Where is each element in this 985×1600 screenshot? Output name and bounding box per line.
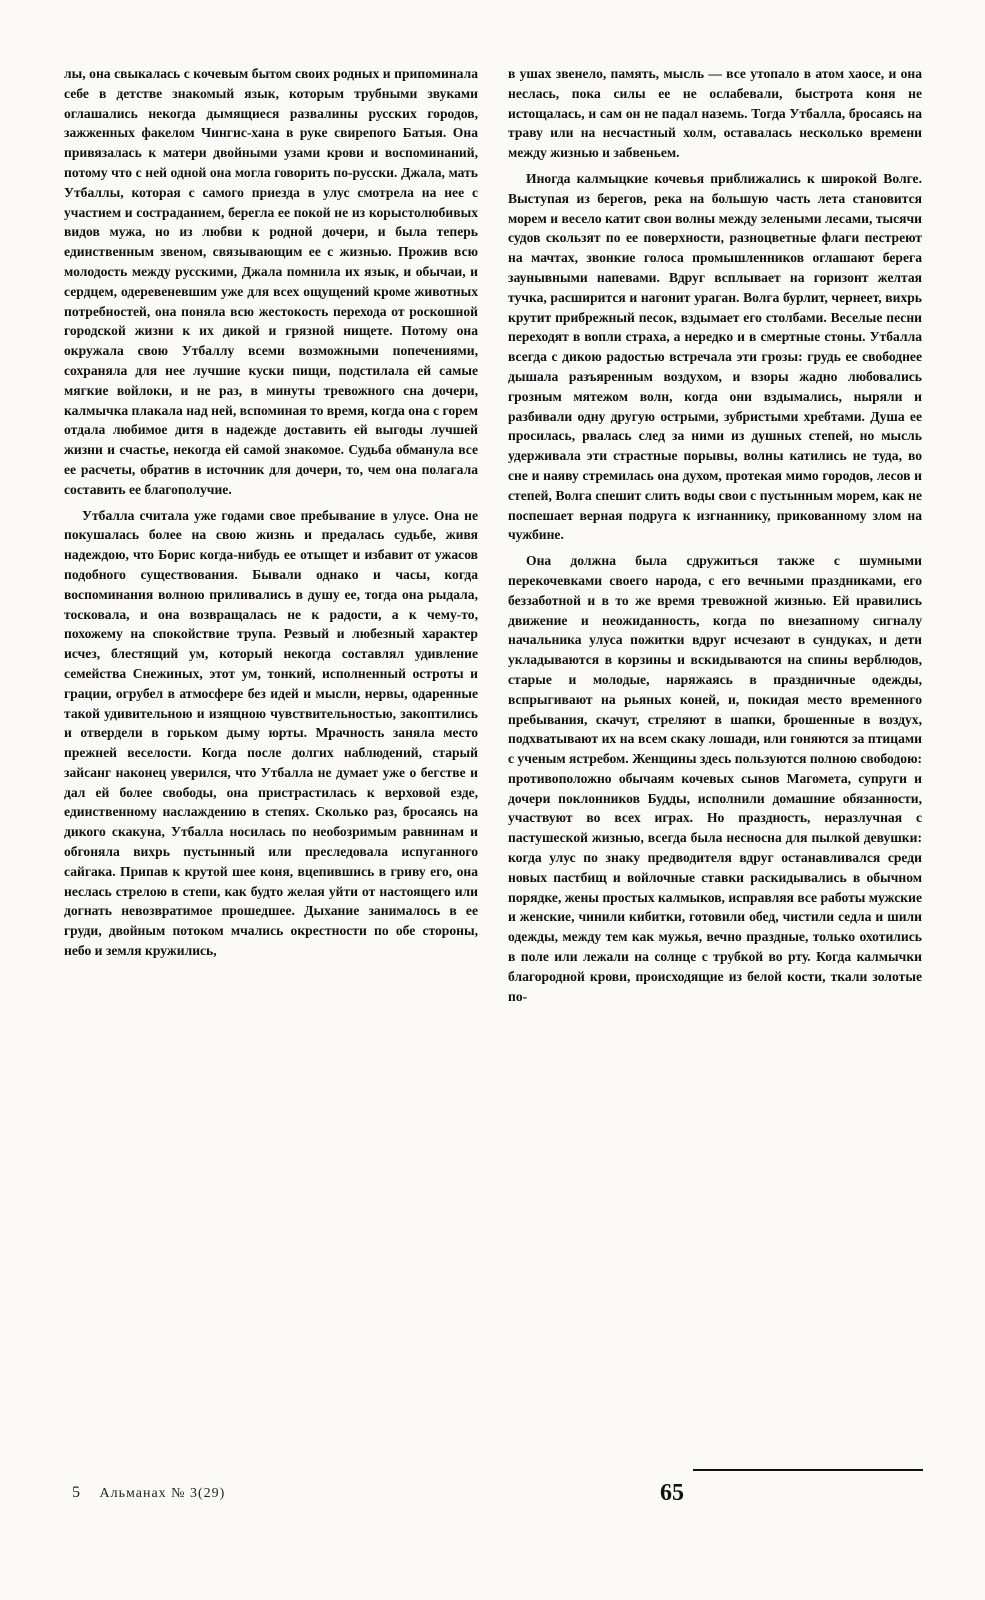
paragraph: лы, она свыкалась с кочевым бытом своих родных и припоминала себе в детстве знакомый язык, которым трубными звуками оглашались некогда дымящиеся развалины русских городов, зажженных факелом Чингис-хана в руке свирепого Батыя. Она привязалась к матери двойными узами крови и воспоминаний, потому что с ней одной она могла говорить по-русски. Джала, мать Утбаллы, которая с самого приезда в улус смотрела на нее с участием и состраданием, берегла ее покой не из корыстолюбивых видов мужа, но из любви к родной дочери, и была теперь единственным звеном, связывающим ее с жизнью. Прожив всю молодость между русскими, Джала помнила их язык, и обычаи, и сердцем, одеревеневшим уже для всех ощущений кроме животных потребностей, она поняла всю жестокость перехода от роскошной городской жизни к их дикой и грязной нищете. Потому она окружала свою Утбаллу всеми возможными попечениями, сохраняла для нее лучшие куски пищи, подстилала ей самые мягкие войлоки, и не раз, в минуты тревожного сна дочери, калмычка плакала над ней, вспоминая то время, когда она с горем отдала любимое дитя в надежде доставить ей выгоды лучшей жизни и счастье, некогда ей самой знакомое. Судьба обманула все ее расчеты, обратив в источник для дочери, то, чем она полагала составить ее благополучие.: [64, 66, 478, 497]
footer-rule: [693, 1469, 923, 1471]
printer-signature: [72, 1484, 225, 1502]
paragraph: Утбалла считала уже годами свое пребывание в улусе. Она не покушалась более на свою жизнь и предалась судьбе, живя надеждою, что Борис когда-нибудь ее отыщет и избавит от ужасов подобного существования. Бывали однако и часы, когда воспоминания волною приливались в душу ее, тогда она рыдала, тосковала, и она возвращалась не к радости, а к чему-то, похожему на спокойствие трупа. Резвый и любезный характер исчез, блестящий ум, который некогда составлял удивление семейства Снежиных, этот ум, тонкий, исполненный остроты и грации, огрубел в атмосфере без идей и мысли, нервы, одаренные такой удивительною и изящною чувствительностью, закоптились и отвердели в горьком дыму юрты. Мрачность заняла место прежней веселости. Когда после долгих наблюдений, старый зайсанг наконец уверился, что Утбалла не думает уже о бегстве и дал ей более свободы, она пристрастилась к верховой езде, единственному наслаждению в степях. Сколько раз, бросаясь на дикого скакуна, Утбалла носилась по необозримым равнинам и обгоняла вихрь пустынный или преследовала испуганного сайгака. Припав к крутой шее коня, вцепившись в гриву его, она неслась стрелою в степи, как будто желая уйти от настоящего или догнать невозвратимое прошедшее. Дыхание занималось в ее груди, двойным потоком мчались окрестности по обе стороны, небо и земля кружились,: [64, 507, 478, 959]
signature-number: 5: [72, 1484, 81, 1501]
text-column-left: [64, 64, 478, 967]
page-number: 65: [660, 1480, 684, 1506]
paragraph: Она должна была сдружиться также с шумными перекочевками своего народа, с его вечными праздниками, его беззаботной и в то же время тревожной жизнью. Ей нравились движение и неожиданность, когда по внезапному сигналу начальника улуса пожитки вдруг исчезают в сундуках, и дети укладываются в корзины и вскидываются на спины верблюдов, старые и молодые, наряжаясь в праздничные одежды, вспрыгивают на рьяных коней, и, покидая место временного пребывания, скачут, стреляют в шапки, брошенные в воздух, подхватывают их на всем скаку лошади, или гоняются за птицами с ученым ястребом. Женщины здесь пользуются полною свободою: противоположно обычаям кочевых сынов Магомета, супруги и дочери поклонников Будды, исполнили домашние обязанности, участвуют во всех играх. Но праздность, неразлучная с пастушеской жизнью, всегда была несносна для пылкой девушки: когда улус по знаку предводителя вдруг останавливался среди новых пастбищ и войлочные ставки раскидывались в обычном порядке, жены простых калмыков, исправляя все работы мужские и женские, чинили кибитки, готовили обед, чистили седла и шили одежды, между тем как мужья, вечно праздные, только охотились в поле или лежали на солнце с трубкой во рту. Когда калмычки благородной крови, происходящие из белой кости, ткали золотые по-: [508, 553, 923, 1004]
signature-text: Альманах № 3(29): [99, 1486, 226, 1501]
text-column-right: [508, 64, 922, 1012]
paragraph: в ушах звенело, память, мысль — все утопало в атом хаосе, и она неслась, пока силы ее не ослабевали, быстрота коня не истощалась, и сам он не падал наземь. Тогда Утбалла, бросаясь на траву или на несчастный холм, оставалась несколько времени между жизнью и забвеньем.: [508, 66, 922, 161]
paragraph: Иногда калмыцкие кочевья приближались к широкой Волге. Выступая из берегов, река на большую часть лета становится морем и весело катит свои волны между зелеными лесами, тысячи судов скользят по ее поверхности, разноцветные флаги пестреют на мачтах, звонкие голоса промышленников оглашают берега заунывными напевами. Вдруг всплывает на горизонт желтая тучка, расширится и нагонит ураган. Волга бурлит, чернеет, вихрь крутит прибрежный песок, вздымает его столбами. Веселые песни переходят в вопли страха, а нередко и в смертные стоны. Утбалла всегда с дикою радостью встречала эти грозы: грудь ее свободнее дышала разъяренным воздухом, и взоры жадно любовались грозным мятежом волн, когда они вздымались, ныряли и разбивали одну другую острыми, зубристыми хребтами. Душа ее просилась, рвалась след за ними из душных степей, но мысль удерживала эти страстные порывы, волны катились не туда, во сне и наяву стремилась она духом, протекая мимо городов, лесов и степей, Волга спешит слить воды свои с пустынным морем, как не поспешает верная подруга к изгнаннику, прикованному злом на чужбине.: [508, 170, 922, 543]
